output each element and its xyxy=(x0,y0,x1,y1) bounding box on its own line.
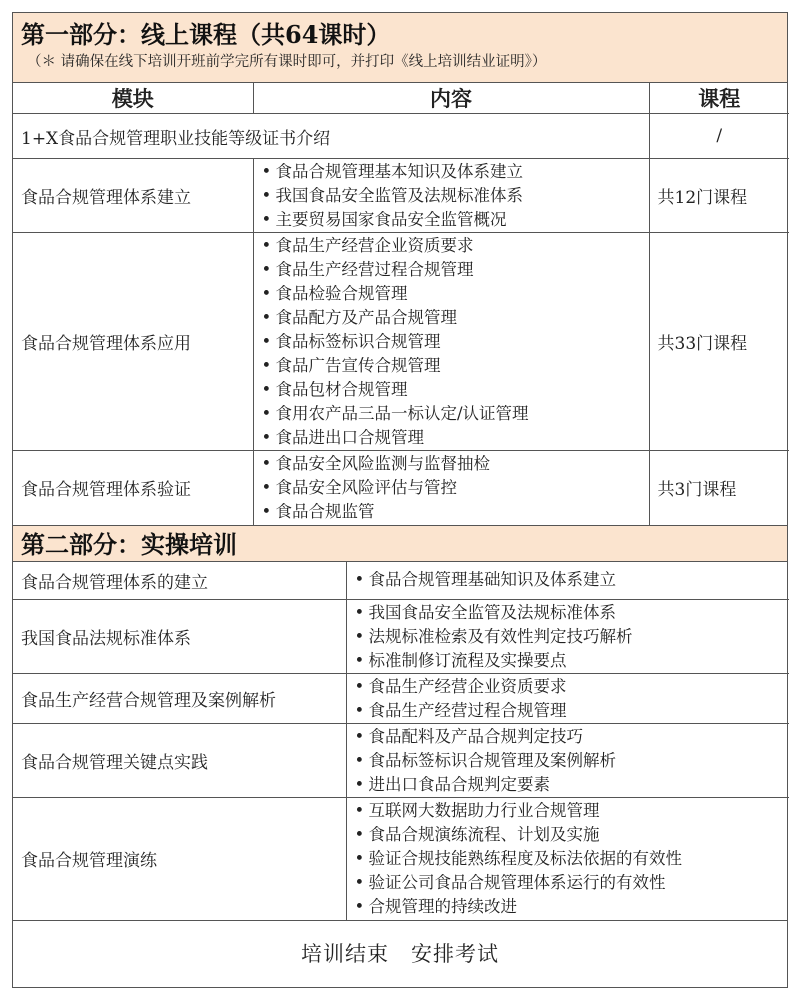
list-item: • 进出口食品合规判定要素 xyxy=(355,773,782,797)
content-cell xyxy=(346,600,789,674)
content-cell xyxy=(346,674,789,724)
list-item: • 合规管理的持续改进 xyxy=(355,895,782,919)
header-module: 模块 xyxy=(13,83,253,114)
list-item: • 食品生产经营过程合规管理 xyxy=(262,258,641,282)
course-cell: 共12门课程 xyxy=(649,159,789,233)
list-item: • 法规标准检索及有效性判定技巧解析 xyxy=(355,625,782,649)
list-item: • 食品合规监管 xyxy=(262,500,641,524)
table-row xyxy=(13,114,789,159)
content-list xyxy=(355,725,782,797)
list-item: • 标准制修订流程及实操要点 xyxy=(355,649,782,673)
content-list xyxy=(355,568,782,592)
content-cell xyxy=(253,159,649,233)
table-row xyxy=(13,562,789,600)
content-list xyxy=(355,675,782,723)
end-note: 培训结束 安排考试 xyxy=(13,920,787,987)
content-list xyxy=(262,452,641,524)
table-row xyxy=(13,600,789,674)
list-item: • 食品合规管理基本知识及体系建立 xyxy=(262,160,641,184)
content-list xyxy=(355,601,782,673)
module-cell: 我国食品法规标准体系 xyxy=(13,600,346,674)
list-item: • 食品配方及产品合规管理 xyxy=(262,306,641,330)
content-cell xyxy=(346,724,789,798)
list-item: • 食用农产品三品一标认定/认证管理 xyxy=(262,402,641,426)
part1-table xyxy=(13,83,789,525)
list-item: • 食品安全风险评估与管控 xyxy=(262,476,641,500)
course-cell: / xyxy=(649,114,789,159)
list-item: • 食品合规演练流程、计划及实施 xyxy=(355,823,782,847)
part2-table xyxy=(13,562,789,920)
course-cell: 共3门课程 xyxy=(649,451,789,525)
table-row xyxy=(13,674,789,724)
list-item: • 食品标签标识合规管理及案例解析 xyxy=(355,749,782,773)
module-cell: 食品合规管理关键点实践 xyxy=(13,724,346,798)
content-cell xyxy=(253,451,649,525)
list-item: • 验证公司食品合规管理体系运行的有效性 xyxy=(355,871,782,895)
list-item: • 我国食品安全监管及法规标准体系 xyxy=(262,184,641,208)
list-item: • 食品配料及产品合规判定技巧 xyxy=(355,725,782,749)
list-item: • 验证合规技能熟练程度及标法依据的有效性 xyxy=(355,847,782,871)
table-row xyxy=(13,451,789,525)
list-item: • 食品生产经营企业资质要求 xyxy=(262,234,641,258)
list-item: • 食品进出口合规管理 xyxy=(262,426,641,450)
list-item: • 食品检验合规管理 xyxy=(262,282,641,306)
list-item: • 食品包材合规管理 xyxy=(262,378,641,402)
list-item: • 食品广告宣传合规管理 xyxy=(262,354,641,378)
part1-note: （＊ 请确保在线下培训开班前学完所有课时即可，并打印《线上培训结业证明》） xyxy=(27,54,547,70)
course-cell: 共33门课程 xyxy=(649,233,789,451)
list-item: • 食品合规管理基础知识及体系建立 xyxy=(355,568,782,592)
list-item: • 食品安全风险监测与监督抽检 xyxy=(262,452,641,476)
content-cell xyxy=(253,233,649,451)
module-cell: 食品合规管理体系验证 xyxy=(13,451,253,525)
course-table xyxy=(12,12,788,988)
module-cell: 1+X食品合规管理职业技能等级证书介绍 xyxy=(13,114,649,159)
module-cell: 食品生产经营合规管理及案例解析 xyxy=(13,674,346,724)
module-cell: 食品合规管理体系建立 xyxy=(13,159,253,233)
part2-title: 第二部分：实操培训 xyxy=(13,525,787,562)
list-item: • 食品标签标识合规管理 xyxy=(262,330,641,354)
content-cell xyxy=(346,798,789,920)
table-row xyxy=(13,724,789,798)
table-row xyxy=(13,233,789,451)
module-cell: 食品合规管理演练 xyxy=(13,798,346,920)
part1-title: 第一部分：线上课程（共64课时） xyxy=(21,20,391,49)
list-item: • 食品生产经营过程合规管理 xyxy=(355,699,782,723)
content-cell xyxy=(346,562,789,600)
list-item: • 食品生产经营企业资质要求 xyxy=(355,675,782,699)
part1-header xyxy=(13,13,787,83)
list-item: • 主要贸易国家食品安全监管概况 xyxy=(262,208,641,232)
part1-header-row xyxy=(13,83,789,114)
list-item: • 我国食品安全监管及法规标准体系 xyxy=(355,601,782,625)
list-item: • 互联网大数据助力行业合规管理 xyxy=(355,799,782,823)
table-row xyxy=(13,798,789,920)
header-course: 课程 xyxy=(649,83,789,114)
content-list xyxy=(262,160,641,232)
table-row xyxy=(13,159,789,233)
header-content: 内容 xyxy=(253,83,649,114)
content-list xyxy=(262,234,641,450)
module-cell: 食品合规管理体系的建立 xyxy=(13,562,346,600)
content-list xyxy=(355,799,782,919)
module-cell: 食品合规管理体系应用 xyxy=(13,233,253,451)
